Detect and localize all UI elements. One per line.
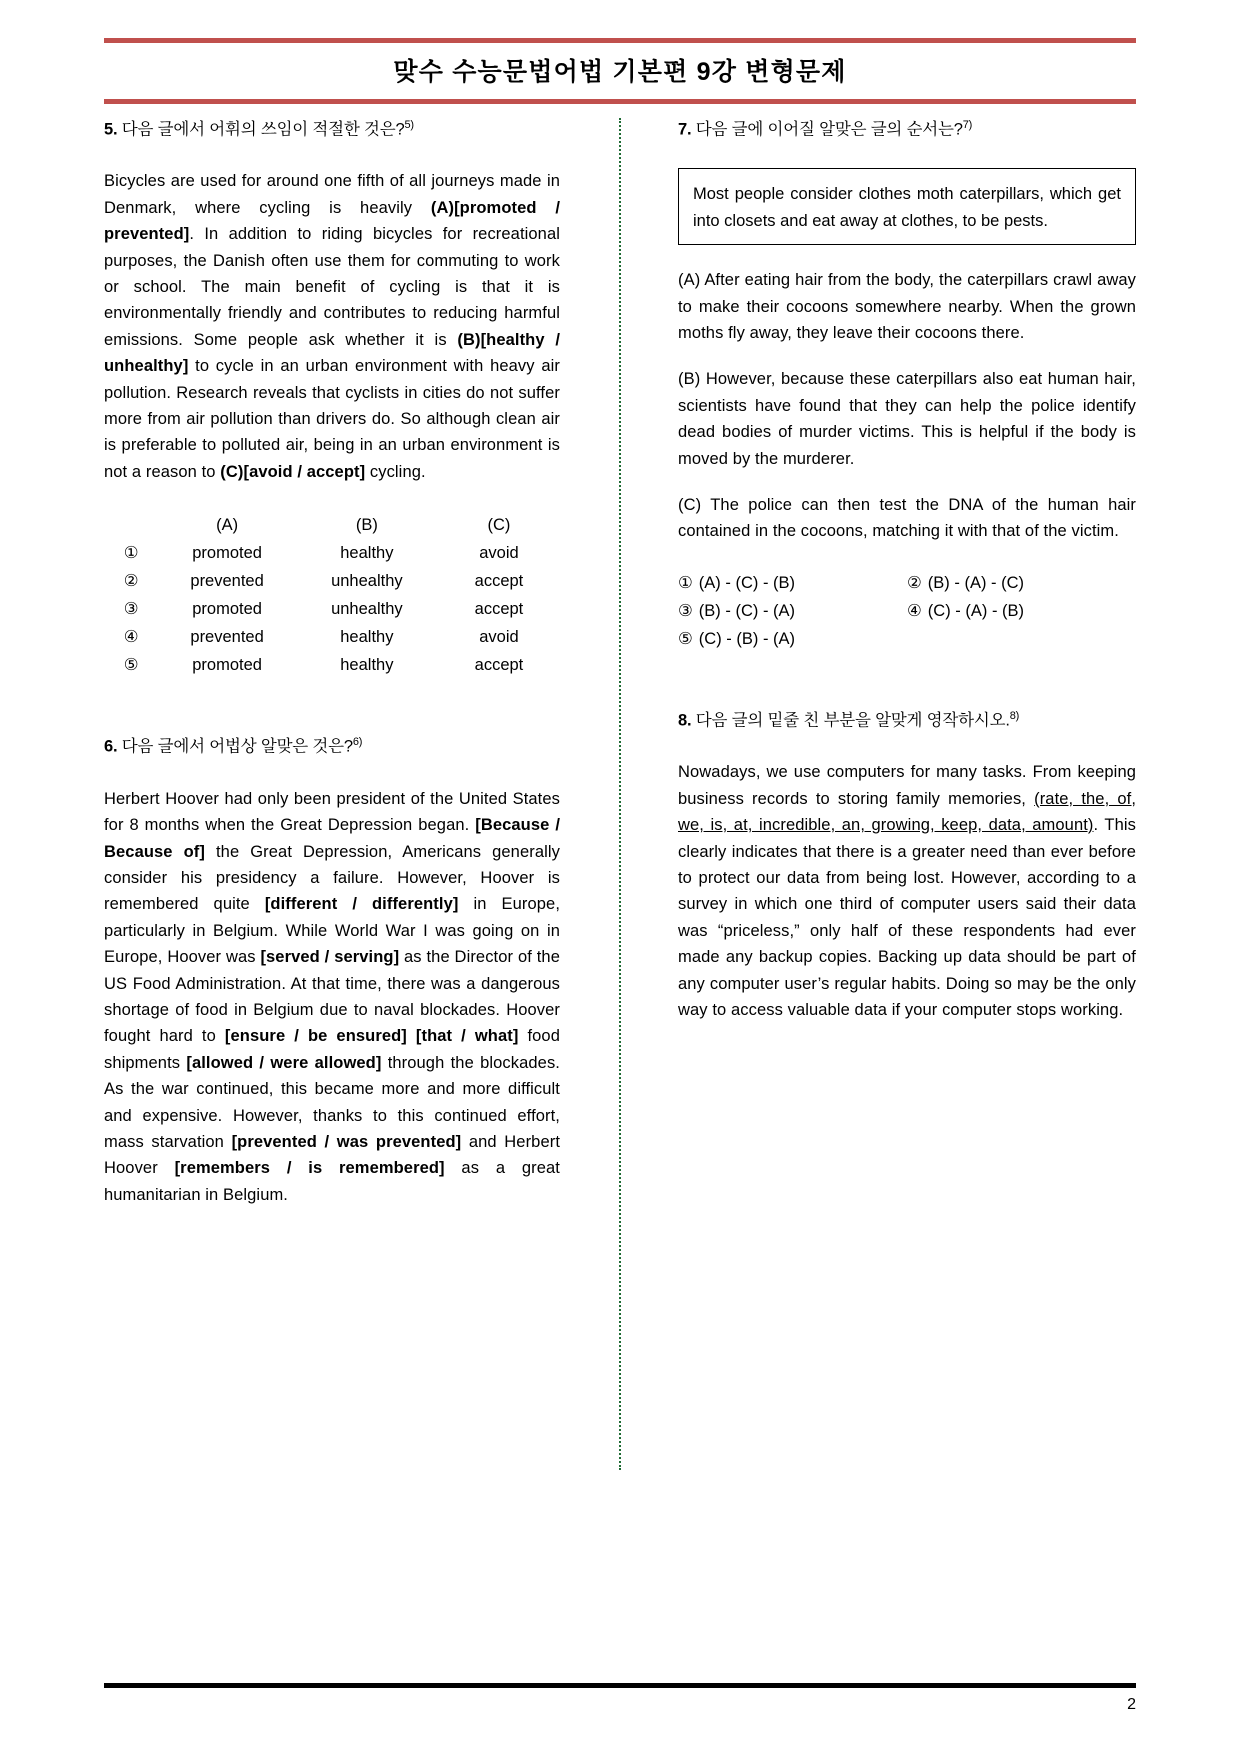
- question-7-paragraph-a: (A) After eating hair from the body, the caterpillars crawl away to make their cocoons somewhere nearby. When the grown moths fly away, they leave their cocoons there.: [678, 271, 1136, 343]
- table-row[interactable]: [104, 623, 560, 651]
- header-rule-bottom: [104, 99, 1136, 104]
- choice-value-a: promoted: [192, 599, 262, 618]
- section-spacer: [104, 679, 560, 735]
- question-6-footnote: 6): [352, 736, 363, 749]
- choice-marker: ④: [907, 601, 922, 620]
- choice-value-b: healthy: [340, 543, 394, 562]
- choice-value-b: unhealthy: [331, 599, 403, 618]
- table-row[interactable]: [104, 567, 560, 595]
- column-divider-line: [619, 118, 621, 1470]
- choice-option-4[interactable]: [907, 597, 1136, 625]
- choice-value-c: accept: [474, 655, 524, 674]
- question-5-footnote: 5): [404, 119, 414, 131]
- question-8-passage: Nowadays, we use computers for many tasks. From keeping business records to storing family memories, (rate, the, of, we, is, at, incredible, an, growing, keep, data, amount). This clearly indicates that there is a greater need than ever before to protect our data from being lost. However, according to a survey in which one third of computer users said their data was “priceless,” only half of these respondents had ever made any backup copies. Backing up data should be part of any computer user’s regular habits. Doing so may be the only way to access valuable data if your computer stops working.: [678, 763, 1137, 1019]
- choice-marker: ③: [123, 599, 139, 618]
- choice-value-c: accept: [474, 571, 524, 590]
- question-5-prompt: 다음 글에서 어휘의 쓰임이 적절한 것은?: [121, 120, 405, 139]
- question-7-choices: [678, 569, 1136, 653]
- question-6: [104, 735, 560, 1208]
- question-6-number: 6.: [104, 737, 118, 756]
- choice-header-a: (A): [216, 515, 239, 534]
- column-divider: [570, 118, 670, 1478]
- question-7-footnote: 7): [962, 119, 973, 131]
- question-7-number: 7.: [678, 120, 692, 139]
- choice-value-c: avoid: [479, 543, 519, 562]
- question-8: [678, 709, 1136, 1023]
- choice-row: [678, 625, 1136, 653]
- choice-value-b: unhealthy: [331, 571, 403, 590]
- question-5-number: 5.: [104, 120, 118, 139]
- question-7-heading: [678, 118, 1136, 142]
- question-7-boxed-stimulus: Most people consider clothes moth caterpillars, which get into closets and eat away at clothes, to be pests.: [678, 168, 1136, 245]
- page-title: 맞수 수능문법어법 기본편 9강 변형문제: [393, 58, 847, 86]
- choice-label: (C) - (B) - (A): [698, 629, 796, 648]
- choice-marker: ⑤: [678, 629, 693, 648]
- choice-option-3[interactable]: [678, 597, 907, 625]
- question-8-number: 8.: [678, 711, 692, 730]
- choice-marker: ④: [123, 627, 139, 646]
- choice-table-body: [104, 539, 560, 679]
- choice-value-b: healthy: [340, 627, 394, 646]
- choice-value-a: prevented: [190, 627, 264, 646]
- table-row[interactable]: [104, 539, 560, 567]
- question-8-footnote: 8): [1009, 709, 1020, 722]
- choice-option-empty: [907, 625, 1136, 653]
- table-row[interactable]: [104, 595, 560, 623]
- question-6-heading: [104, 735, 560, 759]
- choice-header-b: (B): [355, 515, 378, 534]
- choice-header-blank: [104, 511, 158, 539]
- choice-header-c: (C): [487, 515, 511, 534]
- choice-marker: ⑤: [123, 655, 139, 674]
- choice-value-c: accept: [474, 599, 524, 618]
- question-5-passage: Bicycles are used for around one fifth of all journeys made in Denmark, where cycling is heavily (A)[promoted / prevented]. In addition to riding bicycles for recreational purposes, the Danish often use them for commuting to work or school. The main benefit of cycling is that it is environmentally friendly and contributes to reducing harmful emissions. Some people ask whether it is (B)[healthy / unhealthy] to cycle in an urban environment with heavy air pollution. Research reveals that cyclists in cities do not suffer more from air pollution than drivers do. So although clean air is preferable to polluted air, being in an urban environment is not a reason to (C)[avoid / accept] cycling.: [104, 172, 560, 481]
- question-5: [104, 118, 560, 679]
- question-7-paragraph-b: (B) However, because these caterpillars also eat human hair, scientists have found that they can help the police identify dead bodies of murder victims. This is helpful if the body is moved by the murderer.: [678, 370, 1136, 468]
- question-5-choice-table: [104, 511, 560, 679]
- choice-value-b: healthy: [340, 655, 394, 674]
- choice-row: [678, 597, 1136, 625]
- content-columns: [104, 118, 1136, 1478]
- page-footer: [104, 1683, 1136, 1714]
- choice-value-a: promoted: [192, 655, 262, 674]
- left-column: [104, 118, 570, 1478]
- choice-marker: ②: [123, 571, 139, 590]
- choice-marker: ③: [678, 601, 693, 620]
- choice-option-1[interactable]: [678, 569, 907, 597]
- section-spacer: [678, 653, 1136, 709]
- choice-value-a: promoted: [192, 543, 262, 562]
- choice-label: (B) - (C) - (A): [698, 601, 796, 620]
- question-7-paragraph-c: (C) The police can then test the DNA of the human hair contained in the cocoons, matching it with that of the victim.: [678, 496, 1136, 541]
- question-8-heading: [678, 709, 1136, 733]
- choice-value-c: avoid: [479, 627, 519, 646]
- choice-value-a: prevented: [190, 571, 264, 590]
- choice-label: (A) - (C) - (B): [698, 573, 796, 592]
- choice-table-header-row: [104, 511, 560, 539]
- question-6-prompt: 다음 글에서 어법상 알맞은 것은?: [121, 737, 353, 756]
- choice-marker: ①: [678, 573, 693, 592]
- choice-option-5[interactable]: [678, 625, 907, 653]
- page-number: 2: [1127, 1696, 1136, 1713]
- right-column: [670, 118, 1136, 1478]
- page-header: [104, 38, 1136, 104]
- table-row[interactable]: [104, 651, 560, 679]
- question-5-heading: [104, 118, 560, 142]
- choice-option-2[interactable]: [907, 569, 1136, 597]
- choice-label: (C) - (A) - (B): [927, 601, 1025, 620]
- choice-label: (B) - (A) - (C): [927, 573, 1025, 592]
- question-8-prompt: 다음 글의 밑줄 친 부분을 알맞게 영작하시오.: [695, 711, 1010, 730]
- question-6-passage: Herbert Hoover had only been president of the United States for 8 months when the Great Depression began. [Because / Because of] the Great Depression, Americans generally consider his presidency a failure. However, Hoover is remembered quite [different / differently] in Europe, particularly in Belgium. While World War I was going on in Europe, Hoover was [served / serving] as the Director of the US Food Administration. At that time, there was a dangerous shortage of food in Belgium due to naval blockades. Hoover fought hard to [ensure / be ensured] [that / what] food shipments [allowed / were allowed] through the blockades. As the war continued, this became more and more difficult and expensive. However, thanks to this continued effort, mass starvation [prevented / was prevented] and Herbert Hoover [remembers / is remembered] as a great humanitarian in Belgium.: [104, 789, 561, 1204]
- choice-row: [678, 569, 1136, 597]
- question-7-prompt: 다음 글에 이어질 알맞은 글의 순서는?: [695, 120, 963, 139]
- question-7: [678, 118, 1136, 653]
- choice-marker: ②: [907, 573, 922, 592]
- choice-marker: ①: [123, 543, 139, 562]
